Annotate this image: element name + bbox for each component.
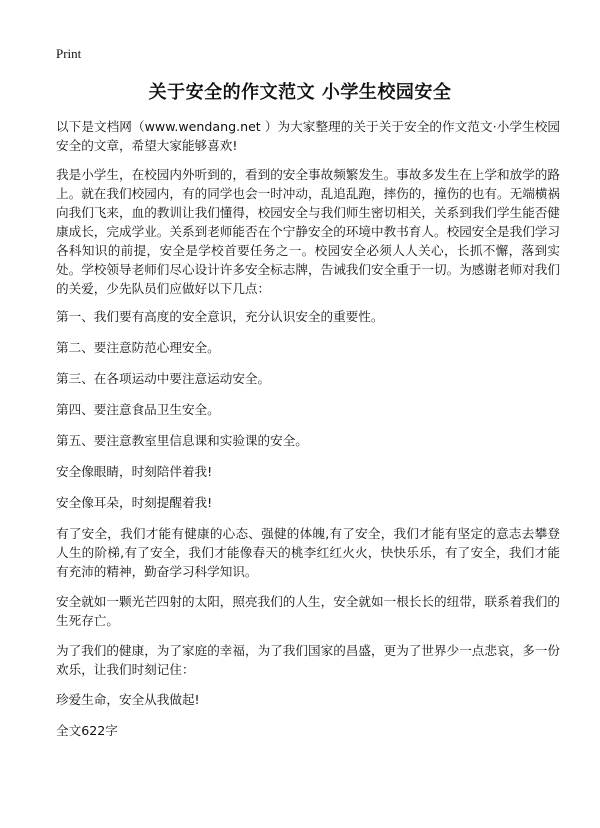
paragraph-main: 我是小学生，在校园内外听到的，看到的安全事故频繁发生。事故多发生在上学和放学的路上。就在我们校园内，有的同学也会一时冲动，乱追乱跑，摔伤的，撞伤的也有。无端横祸向我们飞来，血的教训让我们懂得，校园安全与我们师生密切相关，关系到我们学生能否健康成长，完成学业。关系到老师能否在个宁静安全的环境中教书育人。校园安全是我们学习各科知识的前提，安全是学校首要任务之一。校园安全必须人人关心，长抓不懈，落到实处。学校领导老师们尽心设计许多安全标志牌，告诫我们安全重于一切。为感谢老师对我们的关爱，少先队员们应做好以下几点： xyxy=(56,167,560,296)
word-count: 全文622字 xyxy=(56,723,118,738)
paragraph-point-3: 第三、在各项运动中要注意运动安全。 xyxy=(56,371,271,386)
paragraph-point-4: 第四、要注意食品卫生安全。 xyxy=(56,402,220,417)
intro-paragraph: 以下是文档网（www.wendang.net ）为大家整理的关于关于安全的作文范文·小学生校园安全的文章，希望大家能够喜欢! xyxy=(56,119,560,153)
paragraph-eyes: 安全像眼睛，时刻陪伴着我! xyxy=(56,464,213,479)
paragraph-slogan: 珍爱生命，安全从我做起! xyxy=(56,692,200,707)
page-title: 关于安全的作文范文 小学生校园安全 xyxy=(148,82,452,103)
paragraph-health: 为了我们的健康，为了家庭的幸福，为了我们国家的昌盛，更为了世界少一点悲哀，多一份欢乐，让我们时刻记住： xyxy=(56,643,560,677)
print-link[interactable]: Print xyxy=(56,46,82,61)
paragraph-point-5: 第五、要注意教室里信息课和实验课的安全。 xyxy=(56,433,308,448)
paragraph-with-safety: 有了安全，我们才能有健康的心态、强健的体魄,有了安全，我们才能有坚定的意志去攀登人生的阶梯,有了安全，我们才能像春天的桃李红红火火，快快乐乐，有了安全，我们才能有充沛的精神，勤奋学习科学知识。 xyxy=(56,526,560,579)
paragraph-ears: 安全像耳朵，时刻提醒着我! xyxy=(56,495,213,510)
paragraph-sun: 安全就如一颗光芒四射的太阳，照亮我们的人生，安全就如一根长长的纽带，联系着我们的生死存亡。 xyxy=(56,594,560,628)
paragraph-point-1: 第一、我们要有高度的安全意识，充分认识安全的重要性。 xyxy=(56,309,384,324)
paragraph-point-2: 第二、要注意防范心理安全。 xyxy=(56,340,220,355)
article-body xyxy=(56,117,560,751)
